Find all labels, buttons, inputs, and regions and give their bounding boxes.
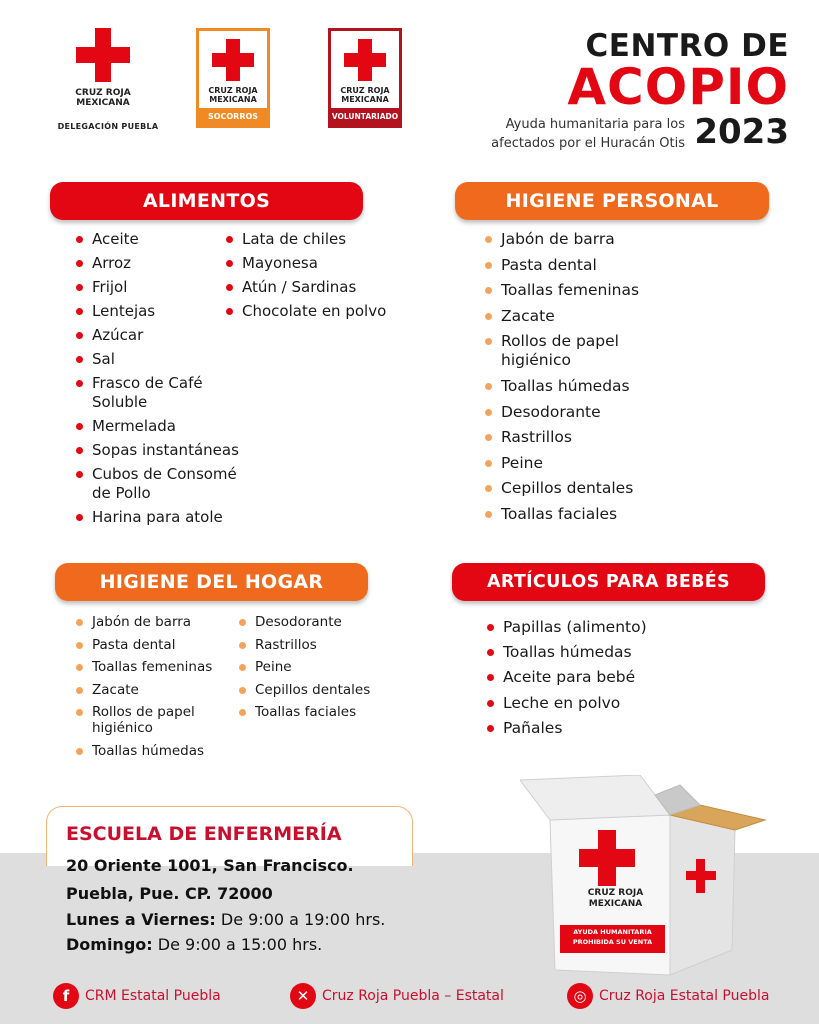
- title-line1: CENTRO DE: [585, 28, 789, 64]
- list-item: Papillas (alimento): [487, 618, 687, 637]
- list-item: Arroz: [76, 254, 266, 273]
- list-item: Azúcar: [76, 326, 266, 345]
- higiene-personal-list: [485, 230, 685, 531]
- address-street: 20 Oriente 1001, San Francisco.: [66, 856, 354, 875]
- logo-name: CRUZ ROJA MEXICANA: [208, 86, 258, 104]
- facebook-icon: f: [53, 983, 79, 1009]
- list-item: Peine: [485, 454, 685, 473]
- year: 2023: [694, 112, 789, 152]
- list-item: Toallas femeninas: [76, 659, 246, 675]
- socorros-logo: [196, 28, 270, 128]
- list-item: Sopas instantáneas: [76, 441, 266, 460]
- list-item: Desodorante: [239, 614, 409, 630]
- socorros-tag: SOCORROS: [199, 108, 267, 125]
- list-item: Zacate: [485, 307, 685, 326]
- list-item: Pasta dental: [76, 637, 246, 653]
- cruz-roja-logo: [57, 28, 160, 138]
- logo-name: CRUZ ROJA MEXICANA: [340, 86, 390, 104]
- title-line2: ACOPIO: [567, 58, 789, 116]
- list-item: Frijol: [76, 278, 266, 297]
- logo-name: CRUZ ROJA MEXICANA: [75, 88, 131, 108]
- voluntariado-tag: VOLUNTARIADO: [331, 108, 399, 125]
- list-item: Toallas húmedas: [485, 377, 685, 396]
- logo-delegation: DELEGACIÓN PUEBLA: [57, 122, 159, 131]
- list-item: Cepillos dentales: [239, 682, 409, 698]
- higiene-hogar-heading: HIGIENE DEL HOGAR: [55, 563, 368, 601]
- x-link[interactable]: [290, 983, 504, 1009]
- x-icon: ✕: [290, 983, 316, 1009]
- address-city: Puebla, Pue. CP. 72000: [66, 884, 273, 903]
- list-item: Pañales: [487, 719, 687, 738]
- list-item: Mermelada: [76, 417, 266, 436]
- weekdays-hours: De 9:00 a 19:00 hrs.: [220, 910, 386, 929]
- list-item: Jabón de barra: [76, 614, 246, 630]
- facebook-handle: CRM Estatal Puebla: [85, 988, 221, 1004]
- bebes-heading: ARTÍCULOS PARA BEBÉS: [452, 563, 765, 601]
- list-item: Harina para atole: [76, 508, 266, 527]
- list-item: Frasco de Café Soluble: [76, 374, 226, 412]
- higiene-personal-heading: HIGIENE PERSONAL: [455, 182, 769, 220]
- list-item: Desodorante: [485, 403, 685, 422]
- list-item: Lentejas: [76, 302, 266, 321]
- donation-box-image: [520, 775, 770, 980]
- list-item: Aceite: [76, 230, 266, 249]
- sunday-label: Domingo:: [66, 935, 153, 954]
- list-item: Aceite para bebé: [487, 668, 687, 687]
- list-item: Jabón de barra: [485, 230, 685, 249]
- facebook-link[interactable]: [53, 983, 221, 1009]
- list-item: Peine: [239, 659, 409, 675]
- bebes-list: [487, 618, 687, 744]
- instagram-icon: ◎: [567, 983, 593, 1009]
- address-sunday: [66, 935, 322, 954]
- higiene-hogar-list-2: [239, 614, 409, 727]
- list-item: Rastrillos: [485, 428, 685, 447]
- list-item: Toallas húmedas: [487, 643, 687, 662]
- address-weekdays: [66, 910, 385, 929]
- list-item: Mayonesa: [226, 254, 416, 273]
- list-item: Sal: [76, 350, 266, 369]
- donation-box-icon: [520, 775, 770, 980]
- list-item: Toallas húmedas: [76, 743, 246, 759]
- higiene-hogar-list-1: [76, 614, 246, 766]
- instagram-handle: Cruz Roja Estatal Puebla: [599, 988, 770, 1004]
- list-item: Rollos de papel higiénico: [485, 332, 645, 370]
- alimentos-list-2: [226, 230, 416, 326]
- list-item: Cubos de Consomé de Pollo: [76, 465, 256, 503]
- list-item: Toallas faciales: [485, 505, 685, 524]
- list-item: Toallas femeninas: [485, 281, 685, 300]
- weekdays-label: Lunes a Viernes:: [66, 910, 216, 929]
- list-item: Lata de chiles: [226, 230, 416, 249]
- list-item: Toallas faciales: [239, 704, 409, 720]
- alimentos-heading: ALIMENTOS: [50, 182, 363, 220]
- sunday-hours: De 9:00 a 15:00 hrs.: [157, 935, 323, 954]
- list-item: Cepillos dentales: [485, 479, 685, 498]
- list-item: Atún / Sardinas: [226, 278, 416, 297]
- list-item: Rastrillos: [239, 637, 409, 653]
- list-item: Pasta dental: [485, 256, 685, 275]
- voluntariado-logo: [328, 28, 402, 128]
- box-label: AYUDA HUMANITARIA PROHIBIDA SU VENTA: [572, 928, 653, 946]
- list-item: Leche en polvo: [487, 694, 687, 713]
- list-item: Rollos de papel higiénico: [76, 704, 216, 736]
- subtitle: Ayuda humanitaria para los afectados por el Huracán Otis: [491, 117, 685, 151]
- instagram-link[interactable]: [567, 983, 769, 1009]
- address-place: ESCUELA DE ENFERMERÍA: [66, 823, 342, 845]
- box-brand: CRUZ ROJA MEXICANA: [587, 888, 644, 909]
- x-handle: Cruz Roja Puebla – Estatal: [322, 988, 504, 1004]
- list-item: Chocolate en polvo: [226, 302, 416, 321]
- list-item: Zacate: [76, 682, 246, 698]
